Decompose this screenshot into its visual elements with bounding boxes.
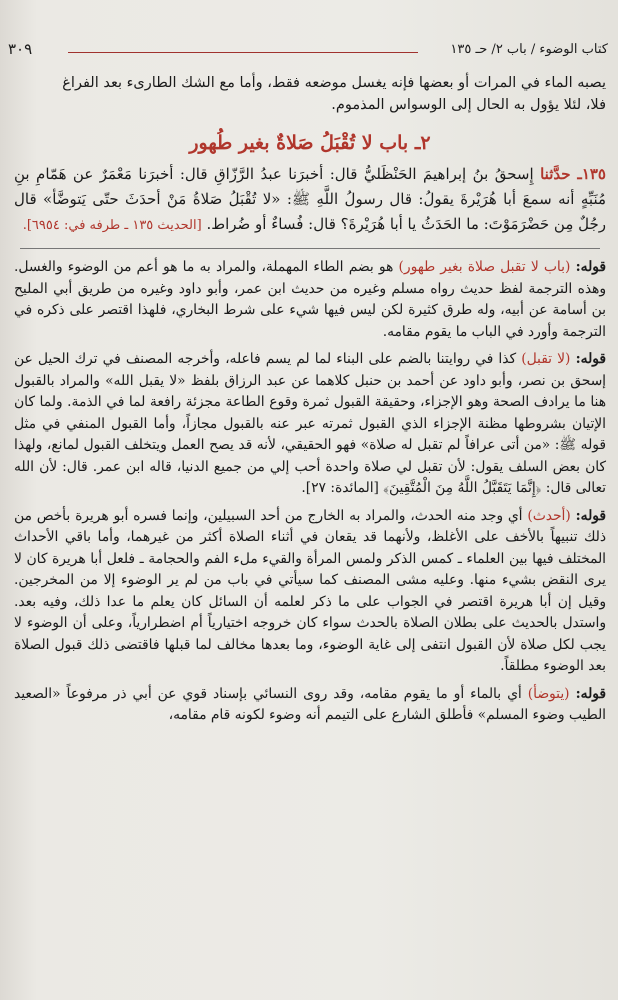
header-rule — [68, 52, 418, 53]
chapter-title: ٢ـ باب لا تُقْبَلُ صَلاةٌ بغير طُهور — [189, 132, 431, 154]
commentary-text: كذا في روايتنا بالضم على البناء لما لم يسم فاعله، وأخرجه المصنف في ترك الحيل عن إسحق بن نصر، وأبو داود عن أحمد بن حنبل كلاهما عن عبد الرزاق بلفظ «لا يقبل الله» والمراد بالقبول هنا ما يرادف الصحة وهو الإجزاء، وحقيقة القبول ثمرة وقوع الطاعة مجزئة رافعة لما في الذمة. ولما كان الإتيان بشروطها مظنة الإجزاء الذي القبول ثمرته عبر عنه بالقبول مجازاً، وأما القبول المنفي في مثل قوله ﷺ: «من أتى عرافاً لم تقبل له صلاة» فهو الحقيقي، لأنه قد يصح العمل ويتخلف القبول لمانع، ولهذا كان بعض السلف يقول: لأن تقبل لي صلاة واحدة أحب إلي من جميع الدنيا، قاله ابن عمر. قال: لأن الله تعالى قال: ﴿إِنَّمَا يَتَقَبَّلُ اللَّهُ مِنَ الْمُتَّقِينَ﴾ [المائدة: ٢٧]. — [14, 351, 606, 496]
commentary-text: هو بضم الطاء المهملة، والمراد به ما هو أعم من الوضوء والغسل. وهذه الترجمة لفظ حديث رواه مسلم وغيره من حديث ابن عمر، وأبو داود وغيره من طريق أبي المليح بن أسامة عن أبيه، وله طرق كثيرة لكن ليس فيها شيء على شرط البخاري، فلهذا اقتصر على ذكره في الترجمة وأورد في الباب ما يقوم مقامه. — [14, 259, 606, 340]
section-divider — [20, 248, 600, 249]
commentary — [14, 257, 606, 727]
commentary-label: قوله: — [575, 351, 606, 367]
commentary-term: (لا تقبل) — [521, 351, 571, 367]
hadith-text — [14, 162, 606, 238]
commentary-paragraph — [14, 257, 606, 343]
commentary-term: (يتوضأ) — [527, 685, 570, 702]
commentary-text: أي بالماء أو ما يقوم مقامه، وقد روى النسائي بإسناد قوي عن أبي ذر مرفوعاً «الصعيد الطيب وضوء المسلم» فأطلق الشارع على التيمم أنه وضوء لكونه قام مقامه، — [14, 685, 606, 723]
commentary-paragraph — [14, 506, 606, 678]
commentary-label: قوله: — [575, 259, 607, 275]
commentary-text: أي وجد منه الحدث، والمراد به الخارج من أحد السبيلين، وإنما فسره أبو هريرة بأخص من ذلك تنبيهاً بالأخف على الأغلظ، ولأنهما قد يقعان في أثناء الصلاة أكثر من غيرهما، وأما باقي الأحداث المختلف فيها بين العلماء ـ كمس الذكر ولمس المرأة والقيء ملء الفم والحجامة ـ فلعل أبا هريرة كان لا يرى النقض بشيء منها. وعليه مشى المصنف كما سيأتي في باب من لم ير الوضوء إلا من المخرجين. وقيل إن أبا هريرة اقتصر في الجواب على ما ذكر لعلمه أن السائل كان يعلم ما عدا ذلك، وفيه بعد. واستدل بالحديث على بطلان الصلاة بالحدث سواء كان خروجه اختيارياً أم اضطرارياً، وعلى أن الوضوء لا يجب لكل صلاة لأن القبول انتفى إلى غاية الوضوء، وما بعدها مخالف لما قبلها فاقتضى ذلك قبول الصلاة بعد الوضوء مطلقاً. — [14, 507, 606, 674]
hadith-number: ١٣٥ـ حدَّثنا — [540, 165, 606, 183]
commentary-paragraph — [14, 684, 606, 727]
page-body — [14, 72, 606, 733]
commentary-paragraph — [14, 349, 606, 500]
intro-line-2: فلا، لئلا يؤول به الحال إلى الوسواس المذموم. — [331, 97, 606, 113]
commentary-label: قوله: — [575, 507, 606, 524]
intro-line-1: يصبه الماء في المرات أو بعضها فإنه يغسل موضعه فقط، وأما مع الشك الطارىء بعد الفراغ — [62, 75, 606, 91]
running-title: كتاب الوضوء / باب ٢/ حـ ١٣٥ — [450, 42, 608, 57]
commentary-term: (باب لا تقبل صلاة بغير طهور) — [398, 259, 571, 275]
commentary-label: قوله: — [575, 685, 606, 702]
hadith-reference: [الحديث ١٣٥ ـ طرفه في: ٦٩٥٤]. — [22, 218, 202, 233]
hadith-body: إِسحقُ بنُ إبراهيمَ الحَنْظَليُّ قال: أخبرَنا عبدُ الرَّزّاقِ قال: أخبرَنا مَعْمَرٌ عن هَمّامِ بنِ مُنَبِّهٍ أنه سمعَ أبا هُرَيْرةَ يقولُ: قال رسولُ اللَّهِ ﷺ: «لا تُقْبَلُ صَلاةُ مَنْ أحدَثَ حتّى يَتوضَّأ» قال رجُلٌ مِن حَضْرَمَوْتَ: ما الحَدَثُ يا أبا هُرَيْرةَ؟ قال: فُساءٌ أو ضُراط. — [14, 165, 606, 233]
page-header — [8, 40, 608, 62]
page-number: ٣٠٩ — [8, 40, 33, 58]
commentary-term: (أحدث) — [527, 507, 571, 524]
